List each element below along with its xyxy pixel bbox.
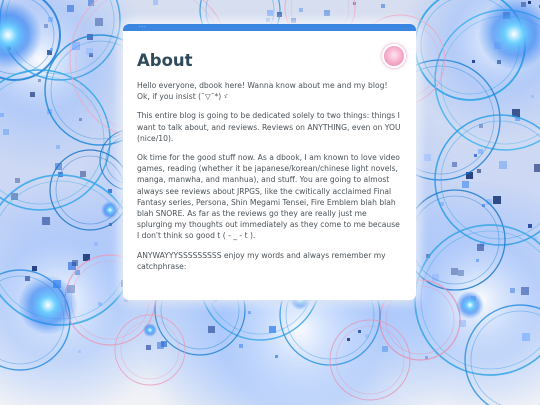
post-title: About: [137, 51, 193, 70]
post-paragraph: ANYWAYYYSSSSSSSSS enjoy my words and always remember my catchphrase:: [137, 250, 386, 271]
card-menu-dots[interactable]: ···: [139, 24, 147, 30]
post-paragraph: This entire blog is going to be dedicated solely to two things: things I want to talk about, and reviews. Reviews on ANYTHING, even on YOU (nice/10).: [137, 111, 401, 143]
post-content: [137, 51, 401, 280]
post-paragraph: Ok time for the good stuff now. As a dbook, I am known to love video games, reading (whether it be japanese/korean/chinese light novels, manga, manwha, and manhua), and stuff. You are going to almost always see reviews about JRPGS, like the cwitically acclaimed Final Fantasy series, Persona, Shin Megami Tensei, Fire Emblem blah blah blah SNORE. As far as the reviews go they are really just me splurging my thoughts out immediately as they come to me because I don't think so good t ( - _ - t ).: [137, 153, 400, 241]
post-paragraph: Hello everyone, dbook here! Wanna know about me and my blog! Ok, if you insist (¯▽¯*)ゞ: [137, 81, 388, 102]
about-post-card: [123, 24, 416, 300]
card-top-bar: [123, 24, 416, 31]
